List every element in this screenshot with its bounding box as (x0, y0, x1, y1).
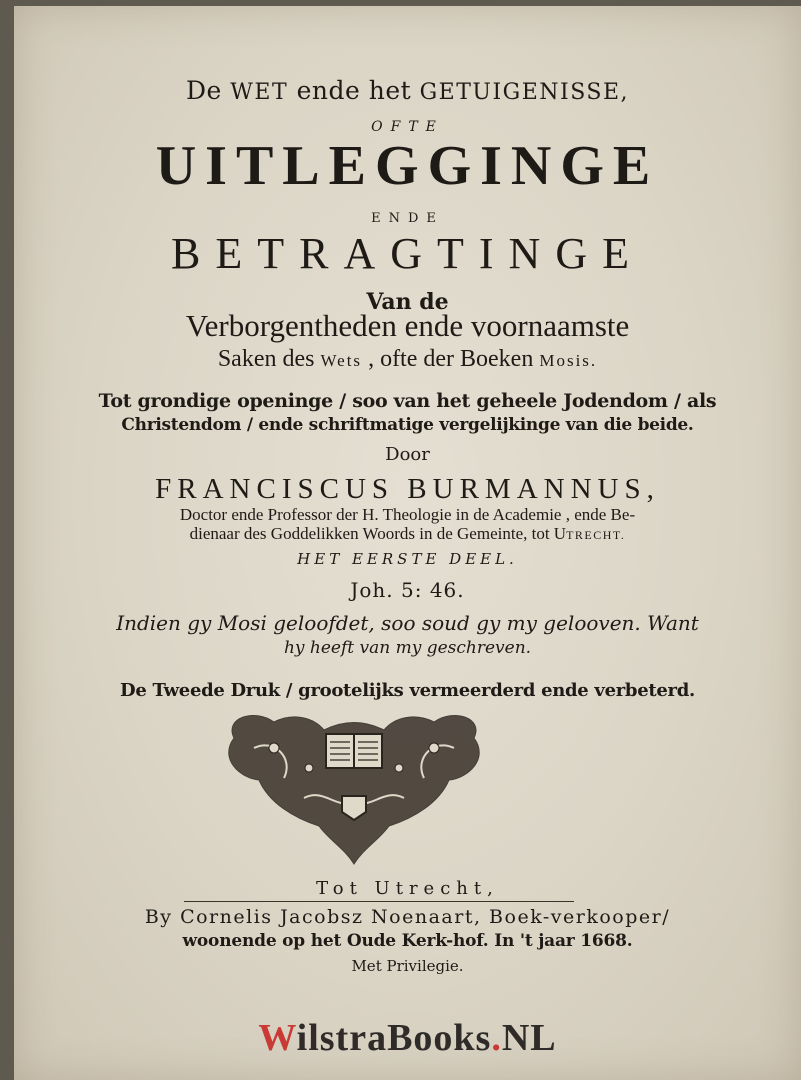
title-page (14, 6, 801, 1080)
author-title-2-b: TRECHT. (566, 528, 626, 542)
title-line-2: OFTE (371, 119, 444, 135)
imprint-place: Tot Utrecht, (316, 878, 499, 899)
main-title: UITLEGGINGE (155, 135, 660, 197)
blackletter-line-1: Tot grondige openinge / soo van het geheele Jodendom / als (98, 390, 717, 412)
title-line-8-a: Saken des (217, 346, 321, 372)
title-line-1-d: GETUIGENISSE, (419, 80, 630, 105)
watermark-w: W (258, 1017, 297, 1059)
scripture-reference: Joh. 5: 46. (350, 578, 465, 602)
watermark-logo (14, 1016, 801, 1060)
title-line-8-d: Mosis. (539, 351, 598, 370)
title-line-1-b: WET (230, 80, 289, 105)
title-line-8 (14, 346, 801, 373)
volume-label: HET EERSTE DEEL. (297, 550, 518, 568)
title-line-8-c: , ofte der Boeken (362, 346, 540, 372)
scripture-quote-2: hy heeft van my geschreven. (283, 638, 532, 658)
imprint-printer: By Cornelis Jacobsz Noenaart, Boek-verkooper/ (144, 906, 671, 928)
watermark-rest: ilstraBooks (296, 1017, 492, 1059)
edition-note: De Tweede Druk / grootelijks vermeerderd ende verbeterd. (120, 680, 695, 701)
blackletter-line-2: Christendom / ende schriftmatige vergelijkinge van die beide. (121, 415, 694, 435)
door-label: Door (385, 444, 430, 465)
title-line-8-b: Wets (320, 351, 363, 370)
privilege-note: Met Privilegie. (351, 957, 464, 975)
title-line-1-a: De (185, 76, 231, 105)
title-line-6: Van de (366, 289, 449, 315)
imprint-rule (184, 901, 574, 902)
author-title-2-a: dienaar des Goddelikken Woords in de Gemeinte, tot U (189, 524, 567, 543)
author-title-1: Doctor ende Professor der H. Theologie in de Academie , ende Be- (179, 505, 636, 524)
subtitle-betragtinge: BETRAGTINGE (171, 229, 644, 278)
watermark-dot: . (491, 1017, 502, 1059)
printers-ornament-icon (214, 708, 494, 866)
title-line-7: Verborgentheden ende voornaamste (185, 308, 630, 343)
author-name: FRANCISCUS BURMANNUS, (155, 473, 660, 505)
scripture-quote-1: Indien gy Mosi geloofdet, soo soud gy my gelooven. Want (116, 611, 699, 635)
watermark-nl: NL (501, 1017, 557, 1059)
title-line-1 (14, 76, 801, 105)
title-line-4: ENDE (371, 211, 444, 226)
author-title-2 (14, 524, 801, 544)
imprint-address: woonende op het Oude Kerk-hof. In 't jaar 1668. (182, 931, 633, 951)
title-line-1-c: ende het (288, 76, 420, 105)
